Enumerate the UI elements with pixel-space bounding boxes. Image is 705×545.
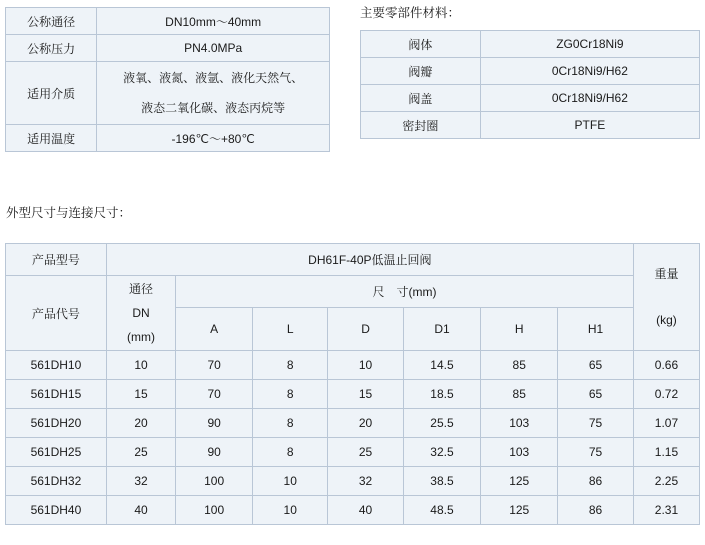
row-h1: 75 bbox=[558, 409, 634, 438]
row-l: 8 bbox=[253, 438, 328, 467]
row-d1: 25.5 bbox=[403, 409, 481, 438]
header-weight-unit: (kg) bbox=[656, 313, 677, 327]
table-row bbox=[6, 380, 700, 409]
table-row bbox=[361, 85, 700, 112]
row-d1: 38.5 bbox=[403, 467, 481, 496]
table-row bbox=[6, 351, 700, 380]
header-weight bbox=[633, 244, 699, 351]
row-d1: 14.5 bbox=[403, 351, 481, 380]
row-weight: 0.66 bbox=[633, 351, 699, 380]
table-header-row bbox=[6, 276, 700, 308]
table-row bbox=[6, 467, 700, 496]
row-l: 8 bbox=[253, 380, 328, 409]
material-part-seal-ring: 密封圈 bbox=[361, 112, 481, 139]
table-row bbox=[361, 58, 700, 85]
row-h1: 65 bbox=[558, 351, 634, 380]
header-col-h1: H1 bbox=[558, 308, 634, 351]
table-row bbox=[6, 8, 330, 35]
row-code: 561DH20 bbox=[6, 409, 107, 438]
row-h: 125 bbox=[481, 496, 558, 525]
table-row bbox=[6, 409, 700, 438]
material-value-bonnet: 0Cr18Ni9/H62 bbox=[480, 85, 699, 112]
row-a: 70 bbox=[176, 380, 253, 409]
row-dn: 10 bbox=[106, 351, 175, 380]
row-l: 8 bbox=[253, 351, 328, 380]
specification-table bbox=[5, 7, 330, 152]
row-l: 10 bbox=[253, 467, 328, 496]
row-dn: 32 bbox=[106, 467, 175, 496]
table-row bbox=[6, 438, 700, 467]
row-h: 85 bbox=[481, 380, 558, 409]
row-code: 561DH32 bbox=[6, 467, 107, 496]
material-part-bonnet: 阀盖 bbox=[361, 85, 481, 112]
dimensions-table bbox=[5, 243, 700, 525]
dimensions-heading: 外型尺寸与连接尺寸： bbox=[6, 206, 132, 220]
row-a: 90 bbox=[176, 438, 253, 467]
row-l: 8 bbox=[253, 409, 328, 438]
row-d: 10 bbox=[328, 351, 403, 380]
spec-value-nominal-diameter: DN10mm～40mm bbox=[97, 8, 330, 35]
header-col-d1: D1 bbox=[403, 308, 481, 351]
row-code: 561DH40 bbox=[6, 496, 107, 525]
table-row bbox=[361, 112, 700, 139]
row-weight: 0.72 bbox=[633, 380, 699, 409]
table-row bbox=[6, 125, 330, 152]
header-dn-label: 通径 bbox=[129, 282, 154, 296]
row-a: 70 bbox=[176, 351, 253, 380]
header-dn-name: DN bbox=[132, 306, 150, 320]
spec-value-applicable-temperature: -196℃～+80℃ bbox=[97, 125, 330, 152]
row-a: 90 bbox=[176, 409, 253, 438]
row-a: 100 bbox=[176, 467, 253, 496]
row-h1: 86 bbox=[558, 467, 634, 496]
header-product-code: 产品代号 bbox=[6, 276, 107, 351]
header-col-d: D bbox=[328, 308, 403, 351]
material-value-body: ZG0Cr18Ni9 bbox=[480, 31, 699, 58]
spec-label-nominal-diameter: 公称通径 bbox=[6, 8, 97, 35]
materials-block bbox=[360, 3, 700, 139]
row-d1: 18.5 bbox=[403, 380, 481, 409]
table-row bbox=[361, 31, 700, 58]
row-d: 15 bbox=[328, 380, 403, 409]
table-row bbox=[6, 35, 330, 62]
header-col-h: H bbox=[481, 308, 558, 351]
row-weight: 1.15 bbox=[633, 438, 699, 467]
row-weight: 2.31 bbox=[633, 496, 699, 525]
spec-value-nominal-pressure: PN4.0MPa bbox=[97, 35, 330, 62]
materials-table bbox=[360, 30, 700, 139]
header-model-value: DH61F-40P低温止回阀 bbox=[106, 244, 633, 276]
header-model-label: 产品型号 bbox=[6, 244, 107, 276]
row-h: 103 bbox=[481, 438, 558, 467]
spec-label-applicable-media: 适用介质 bbox=[6, 62, 97, 125]
row-h: 85 bbox=[481, 351, 558, 380]
table-row bbox=[6, 496, 700, 525]
spec-value-applicable-media bbox=[97, 62, 330, 125]
row-dn: 20 bbox=[106, 409, 175, 438]
row-weight: 1.07 bbox=[633, 409, 699, 438]
table-header-row bbox=[6, 244, 700, 276]
row-d: 25 bbox=[328, 438, 403, 467]
row-d: 32 bbox=[328, 467, 403, 496]
row-dn: 15 bbox=[106, 380, 175, 409]
row-code: 561DH25 bbox=[6, 438, 107, 467]
row-h1: 75 bbox=[558, 438, 634, 467]
row-d1: 48.5 bbox=[403, 496, 481, 525]
row-code: 561DH10 bbox=[6, 351, 107, 380]
material-part-body: 阀体 bbox=[361, 31, 481, 58]
row-dn: 25 bbox=[106, 438, 175, 467]
header-col-l: L bbox=[253, 308, 328, 351]
row-d: 20 bbox=[328, 409, 403, 438]
row-dn: 40 bbox=[106, 496, 175, 525]
media-line-1: 液氧、液氮、液氩、液化天然气、 bbox=[123, 71, 304, 85]
row-l: 10 bbox=[253, 496, 328, 525]
material-part-disc: 阀瓣 bbox=[361, 58, 481, 85]
material-value-seal-ring: PTFE bbox=[480, 112, 699, 139]
media-line-2: 液态二氧化碳、液态丙烷等 bbox=[141, 101, 286, 115]
row-code: 561DH15 bbox=[6, 380, 107, 409]
row-h1: 65 bbox=[558, 380, 634, 409]
header-dn-unit: (mm) bbox=[127, 330, 156, 344]
row-weight: 2.25 bbox=[633, 467, 699, 496]
row-d1: 32.5 bbox=[403, 438, 481, 467]
header-weight-label: 重量 bbox=[654, 267, 679, 281]
material-value-disc: 0Cr18Ni9/H62 bbox=[480, 58, 699, 85]
row-h: 125 bbox=[481, 467, 558, 496]
materials-title: 主要零部件材料： bbox=[360, 6, 461, 20]
header-sizes-label: 尺 寸(mm) bbox=[176, 276, 634, 308]
row-h1: 86 bbox=[558, 496, 634, 525]
header-dn bbox=[106, 276, 175, 351]
row-d: 40 bbox=[328, 496, 403, 525]
table-row bbox=[6, 62, 330, 125]
header-col-a: A bbox=[176, 308, 253, 351]
spec-label-applicable-temperature: 适用温度 bbox=[6, 125, 97, 152]
row-a: 100 bbox=[176, 496, 253, 525]
row-h: 103 bbox=[481, 409, 558, 438]
spec-label-nominal-pressure: 公称压力 bbox=[6, 35, 97, 62]
